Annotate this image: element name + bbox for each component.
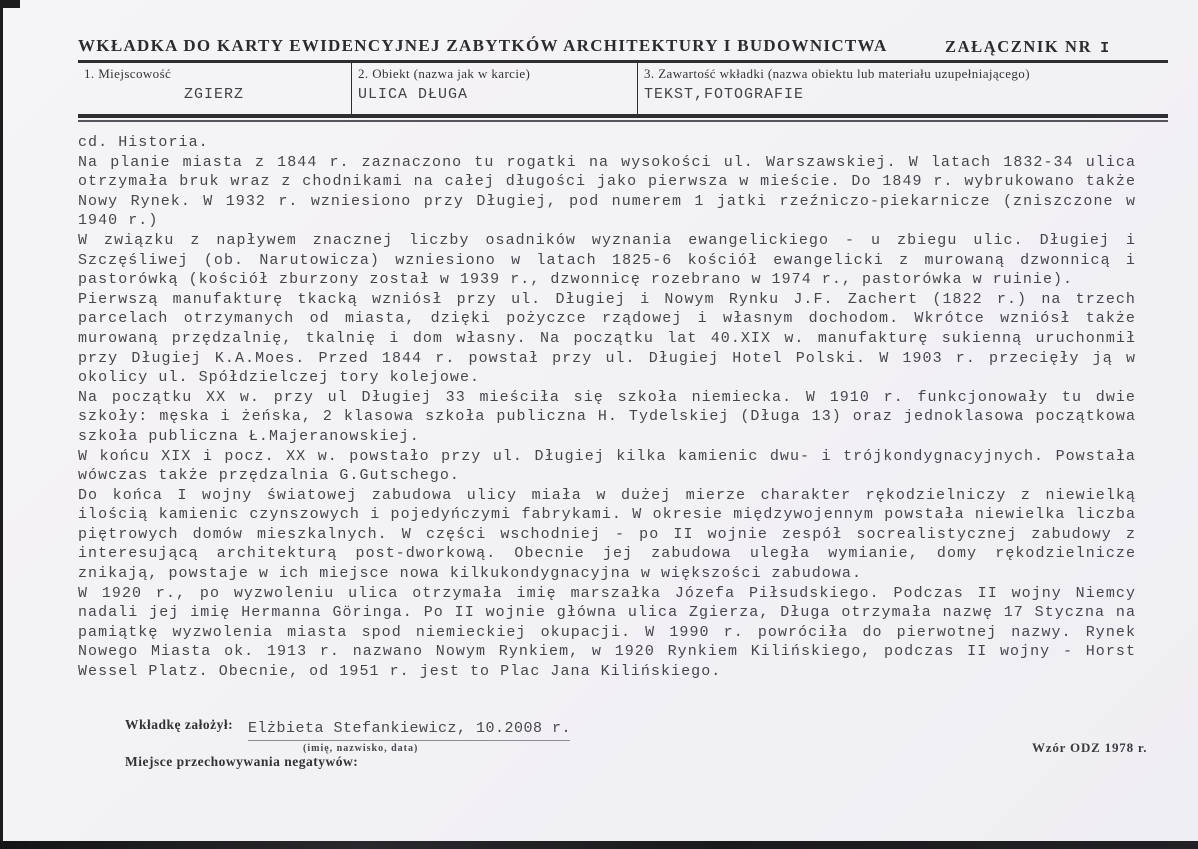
paragraph: Na początku XX w. przy ul Długiej 33 mieściła się szkoła niemiecka. W 1910 r. funkcjonowały tu dwie szkoły: męska i żeńska, 2 klasowa szkoła publiczna H. Tydelskiej (Długa 13) oraz jednoklasowa początkowa szkoła publiczna Ł.Majeranowskiej. [78,388,1136,445]
scan-corner-artifact [0,0,20,8]
scan-left-edge-artifact [0,0,3,849]
field-contents-label: 3. Zawartość wkładki (nazwa obiektu lub materiału uzupełniającego) [644,66,1030,81]
history-text-block [78,133,1136,682]
paragraph: W końcu XIX i pocz. XX w. powstało przy ul. Długiej kilka kamienic dwu- i trójkondygnacyjnych. Powstała wówczas także przędzalnia G.Gutschego. [78,447,1136,485]
created-by-value: Elżbieta Stefankiewicz, 10.2008 r. [248,720,570,741]
table-row [78,63,1168,118]
field-object-value: ULICA DŁUGA [358,86,469,103]
annex-label: ZAŁĄCZNIK NR [945,37,1093,56]
paragraph: W 1920 r., po wyzwoleniu ulica otrzymała imię marszałka Józefa Piłsudskiego. Podczas II wojny Niemcy nadali jej imię Hermanna Göringa. Po II wojnie główna ulica Zgierza, Długa otrzymała nazwę 17 Styczna na pamiątkę wyzwolenia miasta spod niemieckiej okupacji. W 1990 r. powróciła do pierwotnej nazwy. Rynek Nowego Miasta ok. 1913 r. nazwano Nowym Rynkiem, w 1920 Rynkiem Kilińskiego, podczas II wojny - Horst Wessel Platz. Obecnie, od 1951 r. jest to Plac Jana Kilińskiego. [78,584,1136,681]
negatives-location-label: Miejsce przechowywania negatywów: [125,754,359,769]
created-by-hint: (imię, nazwisko, data) [303,743,419,754]
annex-heading [945,37,1111,57]
form-version-note: Wzór ODZ 1978 r. [1032,740,1148,755]
field-object [352,63,638,114]
annex-number: I [1100,40,1111,57]
form-table [78,60,1168,122]
field-contents-value: TEKST,FOTOGRAFIE [644,86,805,103]
field-locality [78,63,352,114]
field-contents [638,63,1168,114]
field-object-label: 2. Obiekt (nazwa jak w karcie) [358,66,531,81]
document-title: WKŁADKA DO KARTY EWIDENCYJNEJ ZABYTKÓW ARCHITEKTURY I BUDOWNICTWA [78,36,888,55]
paragraph-heading: cd. Historia. [78,134,209,151]
paragraph: Do końca I wojny światowej zabudowa ulicy miała w dużej mierze charakter rękodzielniczy z niewielką ilością kamienic czynszowych i pojedyńczymi fabrykami. W okresie międzywojennym powstała niewielka liczba piętrowych domów mieszkalnych. W części wschodniej - po II wojnie zespół socrealistycznej zabudowy z interesującą architekturą post-dworkową. Obecnie jej zabudowa uległa wymianie, domy rękodzielnicze znikają, powstaje w ich miejsce nowa kilkukondygnacyjna w większości zabudowa. [78,486,1136,583]
paragraph: Pierwszą manufakturę tkacką wzniósł przy ul. Długiej i Nowym Rynku J.F. Zachert (1822 r.) na trzech parcelach otrzymanych od miasta, dzięki pożyczce rządowej i własnym dochodom. Wkrótce wzniósł także murowaną przędzalnię, tkalnię i dom własny. Na początku lat 40.XIX w. manufakturę sukienną uruchonmił przy Długiej K.A.Moes. Przed 1844 r. powstał przy ul. Długiej Hotel Polski. W 1903 r. przecięły ją w okolicy ul. Spółdzielczej tory kolejowe. [78,290,1136,387]
paragraph: Na planie miasta z 1844 r. zaznaczono tu rogatki na wysokości ul. Warszawskiej. W latach 1832-34 ulica otrzymała bruk wraz z chodnikami na całej długości jako pierwsza w mieście. Do 1849 r. wybrukowano także Nowy Rynek. W 1932 r. wzniesiono przy Długiej, pod numerem 1 jatki rzeźniczo-piekarnicze (zniszczone w 1940 r.) [78,153,1136,230]
field-locality-label: 1. Miejscowość [84,66,172,81]
paragraph: W związku z napływem znacznej liczby osadników wyznania ewangelickiego - u zbiegu ulic. Długiej i Szczęśliwej (ob. Narutowicza) wzniesiono w latach 1825-6 kościół ewangelicki z murowaną dzwonnicą i pastorówką (kościół zburzony został w 1939 r., dzwonnicę rozebrano w 1974 r., pastorówka w ruinie). [78,231,1136,289]
scan-bottom-edge-artifact [0,841,1198,849]
field-locality-value: ZGIERZ [184,86,245,103]
created-by-label: Wkładkę założył: [125,717,234,732]
table-bottom-rule-echo [78,120,1168,122]
